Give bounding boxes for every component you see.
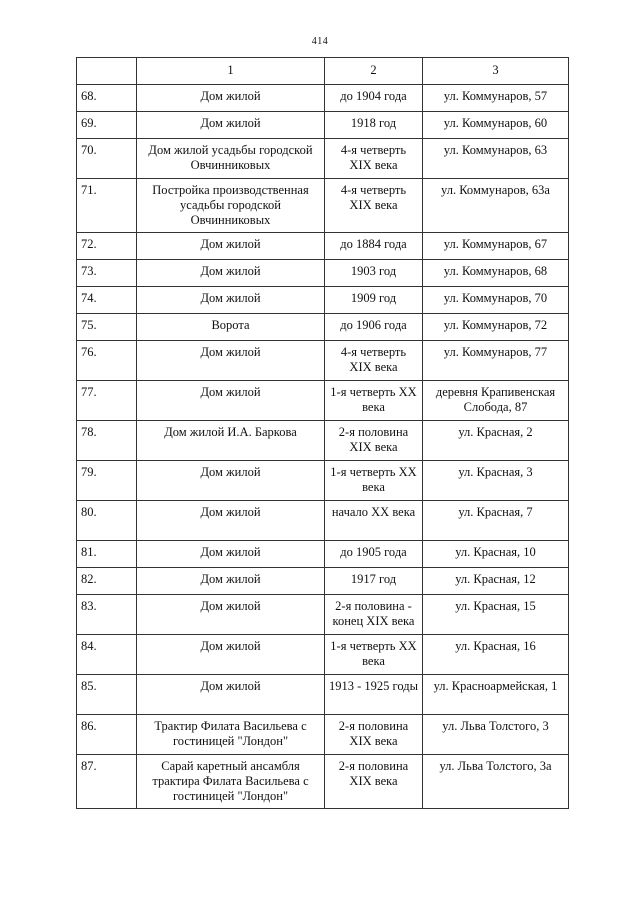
header-col-3: 3 [423,58,569,85]
row-number: 77. [77,381,137,421]
header-index [77,58,137,85]
row-number: 85. [77,675,137,715]
object-address: ул. Красная, 15 [423,595,569,635]
object-date: начало XX века [325,501,423,541]
row-number: 84. [77,635,137,675]
table-row [77,314,569,341]
object-date: 1-я четверть XX века [325,381,423,421]
row-number: 74. [77,287,137,314]
header-col-1: 1 [137,58,325,85]
object-date: 1918 год [325,112,423,139]
object-date: 1-я четверть XX века [325,461,423,501]
object-name: Дом жилой [137,381,325,421]
object-date: до 1906 года [325,314,423,341]
table-row [77,568,569,595]
object-name: Дом жилой [137,675,325,715]
object-name: Дом жилой [137,233,325,260]
table-row [77,179,569,233]
page-number: 414 [311,36,329,47]
object-date: 2-я половина - конец XIX века [325,595,423,635]
object-date: 4-я четверть XIX века [325,341,423,381]
table-header-row [77,58,569,85]
table-row [77,675,569,715]
object-name: Дом жилой [137,112,325,139]
row-number: 83. [77,595,137,635]
object-address: ул. Коммунаров, 60 [423,112,569,139]
row-number: 72. [77,233,137,260]
table-row [77,139,569,179]
object-name: Дом жилой И.А. Баркова [137,421,325,461]
object-date: до 1905 года [325,541,423,568]
object-date: до 1904 года [325,85,423,112]
object-name: Постройка производственная усадьбы городской Овчинниковых [137,179,325,233]
object-name: Сарай каретный ансамбля трактира Филата Васильева с гостиницей "Лондон" [137,755,325,809]
object-name: Дом жилой [137,541,325,568]
object-date: 4-я четверть XIX века [325,179,423,233]
table-row [77,715,569,755]
object-address: ул. Коммунаров, 70 [423,287,569,314]
object-address: ул. Красная, 2 [423,421,569,461]
object-name: Дом жилой [137,635,325,675]
row-number: 86. [77,715,137,755]
table-row [77,287,569,314]
object-date: 1903 год [325,260,423,287]
row-number: 80. [77,501,137,541]
object-name: Дом жилой [137,341,325,381]
row-number: 69. [77,112,137,139]
object-date: до 1884 года [325,233,423,260]
row-number: 79. [77,461,137,501]
row-number: 78. [77,421,137,461]
object-address: ул. Красная, 7 [423,501,569,541]
object-address: деревня Крапивенская Слобода, 87 [423,381,569,421]
object-address: ул. Льва Толстого, 3а [423,755,569,809]
object-date: 1-я четверть XX века [325,635,423,675]
object-name: Дом жилой [137,287,325,314]
table-row [77,461,569,501]
table-row [77,260,569,287]
object-address: ул. Красноармейская, 1 [423,675,569,715]
object-date: 2-я половина XIX века [325,755,423,809]
table-row [77,112,569,139]
object-name: Дом жилой [137,501,325,541]
table-row [77,381,569,421]
object-name: Трактир Филата Васильева с гостиницей "Лондон" [137,715,325,755]
row-number: 73. [77,260,137,287]
object-address: ул. Красная, 16 [423,635,569,675]
row-number: 70. [77,139,137,179]
object-address: ул. Коммунаров, 67 [423,233,569,260]
row-number: 68. [77,85,137,112]
object-date: 2-я половина XIX века [325,421,423,461]
row-number: 76. [77,341,137,381]
row-number: 75. [77,314,137,341]
object-date: 4-я четверть XIX века [325,139,423,179]
object-name: Дом жилой [137,595,325,635]
object-name: Дом жилой [137,260,325,287]
table-row [77,233,569,260]
object-date: 1913 - 1925 годы [325,675,423,715]
object-address: ул. Коммунаров, 63 [423,139,569,179]
object-address: ул. Красная, 10 [423,541,569,568]
heritage-table [76,57,569,809]
object-name: Дом жилой усадьбы городской Овчинниковых [137,139,325,179]
table-row [77,541,569,568]
object-address: ул. Льва Толстого, 3 [423,715,569,755]
object-date: 2-я половина XIX века [325,715,423,755]
object-address: ул. Коммунаров, 63а [423,179,569,233]
object-name: Дом жилой [137,85,325,112]
object-date: 1917 год [325,568,423,595]
row-number: 71. [77,179,137,233]
table-row [77,635,569,675]
header-col-2: 2 [325,58,423,85]
table-row [77,341,569,381]
row-number: 81. [77,541,137,568]
object-address: ул. Коммунаров, 57 [423,85,569,112]
object-address: ул. Коммунаров, 72 [423,314,569,341]
row-number: 87. [77,755,137,809]
object-date: 1909 год [325,287,423,314]
table-row [77,501,569,541]
object-name: Ворота [137,314,325,341]
table-row [77,421,569,461]
table-row [77,595,569,635]
object-address: ул. Коммунаров, 77 [423,341,569,381]
object-address: ул. Красная, 12 [423,568,569,595]
object-address: ул. Красная, 3 [423,461,569,501]
object-name: Дом жилой [137,568,325,595]
table-row [77,755,569,809]
object-name: Дом жилой [137,461,325,501]
object-address: ул. Коммунаров, 68 [423,260,569,287]
table-row [77,85,569,112]
row-number: 82. [77,568,137,595]
